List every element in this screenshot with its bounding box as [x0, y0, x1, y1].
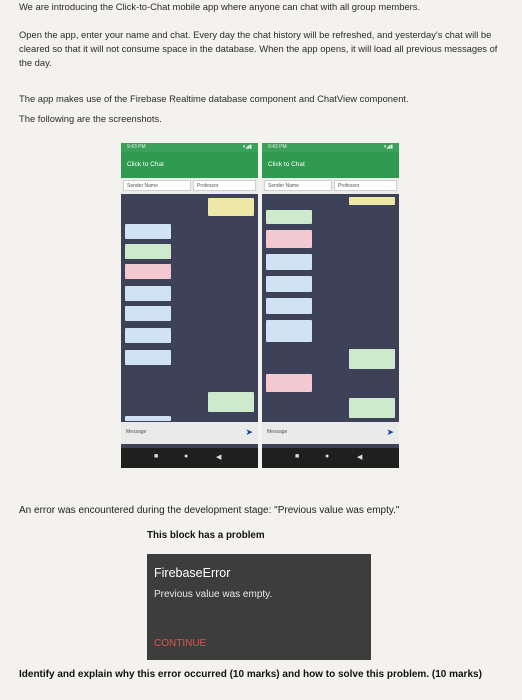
back-icon[interactable]: ◀: [357, 454, 363, 461]
chat-bubble: [125, 244, 171, 259]
chat-bubble: [125, 350, 171, 365]
send-icon[interactable]: ➤: [386, 427, 394, 437]
chat-bubble: [266, 320, 312, 342]
chat-bubble: [266, 374, 312, 392]
status-icons: ▾◢▮: [242, 144, 252, 150]
dialog-message: Previous value was empty.: [154, 589, 273, 600]
nav-bar: [262, 448, 399, 468]
status-time: 9:43 PM: [268, 144, 287, 150]
input-row: [262, 178, 399, 194]
nav-bar: [121, 448, 258, 468]
chat-bubble: [208, 198, 254, 216]
status-icons: ▾◢▮: [383, 144, 393, 150]
components-text: The app makes use of the Firebase Realtime database component and ChatView component.: [19, 93, 409, 104]
chat-bubble: [125, 328, 171, 343]
message-bar: [121, 422, 258, 444]
chat-view: [262, 194, 399, 422]
chat-bubble: [266, 210, 312, 224]
screenshots-caption: The following are the screenshots.: [19, 113, 162, 124]
chat-bubble: [349, 349, 395, 369]
phone-screenshot-left: [121, 143, 258, 468]
description-text: Open the app, enter your name and chat. Every day the chat history will be refreshed, and yesterday's chat will be cleared so that it will not consume space in the database. When the app opens, it will load all previous messages of the day.: [19, 29, 498, 68]
sender-name-input[interactable]: Sender Name: [264, 180, 332, 191]
chat-bubble: [266, 254, 312, 270]
status-bar: [121, 143, 258, 152]
name-value-input[interactable]: Professor: [193, 180, 256, 191]
back-icon[interactable]: ◀: [216, 454, 222, 461]
chat-bubble: [125, 286, 171, 301]
home-icon[interactable]: ●: [325, 453, 330, 460]
problem-label: This block has a problem: [147, 530, 265, 541]
chat-bubble: [349, 398, 395, 418]
chat-bubble: [125, 416, 171, 421]
firebase-error-dialog: [147, 554, 371, 660]
app-title: Click to Chat: [262, 152, 399, 178]
error-description: An error was encountered during the development stage: "Previous value was empty.": [19, 505, 400, 516]
home-icon[interactable]: ●: [184, 453, 189, 460]
status-time: 9:43 PM: [127, 144, 146, 150]
phone-screenshot-right: [262, 143, 399, 468]
chat-bubble: [349, 197, 395, 205]
message-input[interactable]: Message: [267, 429, 288, 435]
status-bar: [262, 143, 399, 152]
continue-button[interactable]: CONTINUE: [154, 638, 207, 649]
chat-bubble: [266, 276, 312, 292]
chat-bubble: [266, 298, 312, 314]
chat-bubble: [266, 230, 312, 248]
app-title: Click to Chat: [121, 152, 258, 178]
chat-bubble: [125, 224, 171, 239]
question-text: Identify and explain why this error occurred (10 marks) and how to solve this problem. (10 marks): [19, 669, 482, 680]
recents-icon[interactable]: ■: [154, 453, 159, 460]
intro-text: We are introducing the Click-to-Chat mobile app where anyone can chat with all group members.: [19, 1, 421, 12]
name-value-input[interactable]: Professor: [334, 180, 397, 191]
input-row: [121, 178, 258, 194]
send-icon[interactable]: ➤: [245, 427, 253, 437]
message-bar: [262, 422, 399, 444]
chat-bubble: [208, 392, 254, 412]
chat-bubble: [125, 264, 171, 279]
chat-bubble: [125, 306, 171, 321]
dialog-title: FirebaseError: [154, 566, 231, 580]
message-input[interactable]: Message: [126, 429, 147, 435]
chat-view: [121, 194, 258, 422]
sender-name-input[interactable]: Sender Name: [123, 180, 191, 191]
recents-icon[interactable]: ■: [295, 453, 300, 460]
